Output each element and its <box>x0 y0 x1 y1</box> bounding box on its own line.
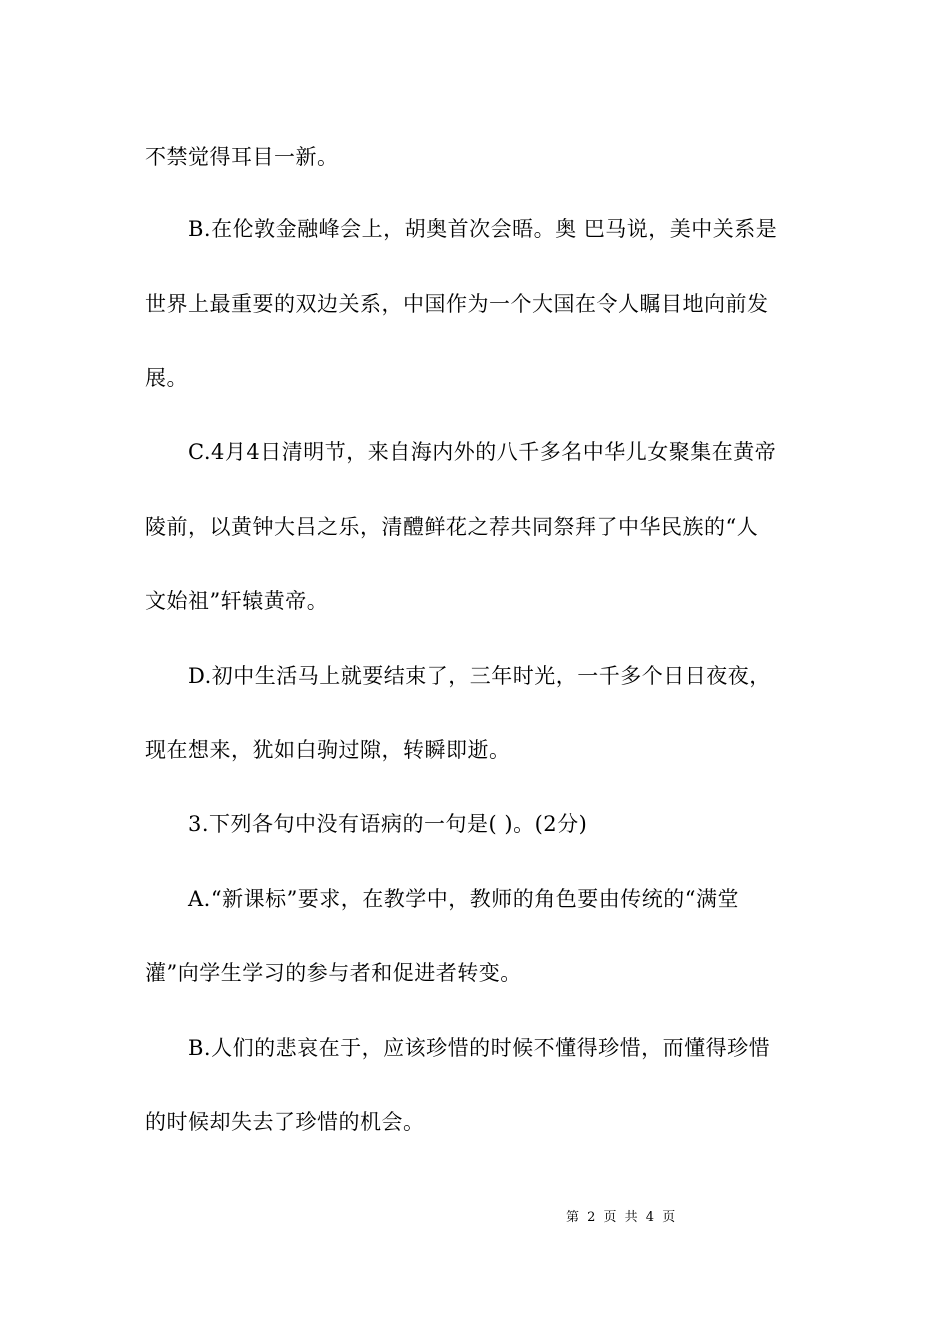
text-line: 展。 <box>145 366 188 390</box>
text-line: C.4月4日清明节，来自海内外的八千多名中华儿女聚集在黄帝 <box>188 440 777 464</box>
page-number-footer: 第 2 页 共 4 页 <box>566 1210 678 1225</box>
text-line: D.初中生活马上就要结束了，三年时光，一千多个日日夜夜， <box>188 664 771 688</box>
text-line: A.“新课标”要求，在教学中，教师的角色要由传统的“满堂 <box>188 887 740 911</box>
text-line: 陵前，以黄钟大吕之乐，清醴鲜花之荐共同祭拜了中华民族的“人 <box>145 515 759 539</box>
text-line: 不禁觉得耳目一新。 <box>145 145 339 169</box>
text-line: 的时候却失去了珍惜的机会。 <box>145 1110 425 1134</box>
text-line: 世界上最重要的双边关系，中国作为一个大国在令人瞩目地向前发 <box>145 292 769 316</box>
text-line: B.人们的悲哀在于，应该珍惜的时候不懂得珍惜，而懂得珍惜 <box>188 1036 771 1060</box>
text-line: 灌”向学生学习的参与者和促进者转变。 <box>145 961 522 985</box>
text-line: B.在伦敦金融峰会上，胡奥首次会晤。奥 巴马说，美中关系是 <box>188 217 778 241</box>
text-line: 文始祖”轩辕黄帝。 <box>145 589 329 613</box>
text-line: 现在想来，犹如白驹过隙，转瞬即逝。 <box>145 738 511 762</box>
question-heading: 3.下列各句中没有语病的一句是( )。(2分) <box>188 812 588 836</box>
